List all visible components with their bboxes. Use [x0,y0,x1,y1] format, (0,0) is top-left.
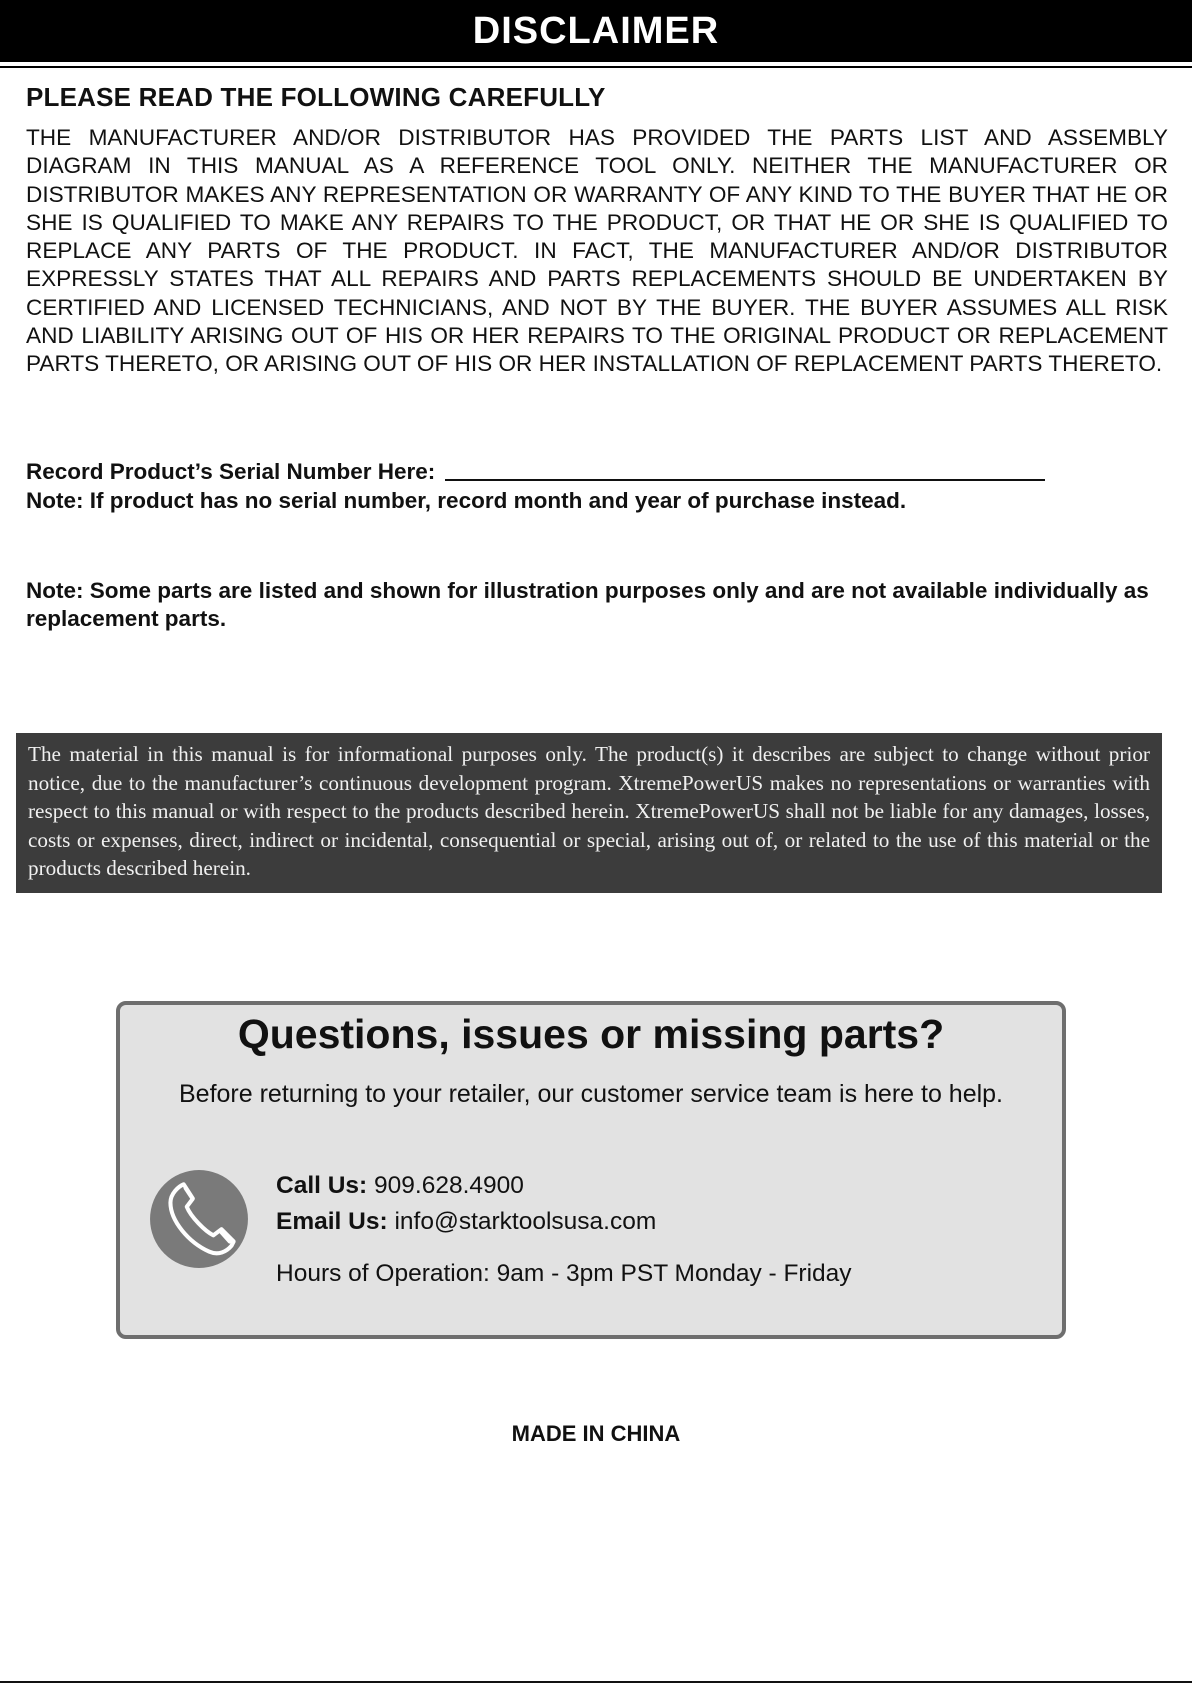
made-in-label: MADE IN CHINA [511,1421,681,1446]
hours-label: Hours of Operation: [276,1260,490,1287]
email-label: Email Us: [276,1208,388,1235]
support-box [116,1001,1066,1339]
contact-email [276,1208,656,1236]
info-box [16,733,1162,893]
disclaimer-body: THE MANUFACTURER AND/OR DISTRIBUTOR HAS PROVIDED THE PARTS LIST AND ASSEMBLY DIAGRAM IN THIS MANUAL AS A REFERENCE TOOL ONLY. NEITHER THE MANUFACTURER OR DISTRIBUTOR MAKES ANY REPRESENTATION OR WARRANTY OF ANY KIND TO THE BUYER THAT HE OR SHE IS QUALIFIED TO MAKE ANY REPAIRS TO THE PRODUCT, OR THAT HE OR SHE IS QUALIFIED TO REPLACE ANY PARTS OF THE PRODUCT. IN FACT, THE MANUFACTURER AND/OR DISTRIBUTOR EXPRESSLY STATES THAT ALL REPAIRS AND PARTS REPLACEMENTS SHOULD BE UNDERTAKEN BY CERTIFIED AND LICENSED TECHNICIANS, AND NOT BY THE BUYER. THE BUYER ASSUMES ALL RISK AND LIABILITY ARISING OUT OF HIS OR HER REPAIRS TO THE ORIGINAL PRODUCT OR REPLACEMENT PARTS THERETO, OR ARISING OUT OF HIS OR HER INSTALLATION OF REPLACEMENT PARTS THERETO. [26,125,1168,377]
contact-call [276,1172,524,1200]
parts-note: Note: Some parts are listed and shown for illustration purposes only and are not available individually as replacement parts. [26,578,1149,631]
page-title: DISCLAIMER [472,9,720,52]
support-title: Questions, issues or missing parts? [237,1011,945,1057]
footer-divider [0,1681,1192,1683]
serial-number-row [26,459,1045,485]
support-subtitle: Before returning to your retailer, our customer service team is here to help. [179,1080,1003,1108]
contact-hours [276,1260,852,1288]
info-box-text: The material in this manual is for informational purposes only. The product(s) it describes are subject to change without prior notice, due to the manufacturer’s continuous development program. XtremePowerUS makes no representations or warranties with respect to this manual or with respect to the products described herein. XtremePowerUS shall not be liable for any damages, losses, costs or expenses, direct, indirect or incidental, consequential or special, arising out of, or related to the use of this material or the products described herein. [28,742,1150,881]
call-number[interactable]: 909.628.4900 [374,1172,524,1199]
call-label: Call Us: [276,1172,368,1199]
email-address[interactable]: info@starktoolsusa.com [394,1208,657,1235]
serial-number-blank-line [445,479,1045,481]
serial-number-note: Note: If product has no serial number, record month and year of purchase instead. [26,488,907,513]
disclaimer-heading: PLEASE READ THE FOLLOWING CAREFULLY [26,82,606,112]
header-divider [0,66,1192,68]
phone-icon [148,1168,250,1270]
serial-number-label: Record Product’s Serial Number Here: [26,459,436,484]
hours-value: 9am - 3pm PST Monday - Friday [496,1260,852,1287]
header-bar [0,0,1192,62]
